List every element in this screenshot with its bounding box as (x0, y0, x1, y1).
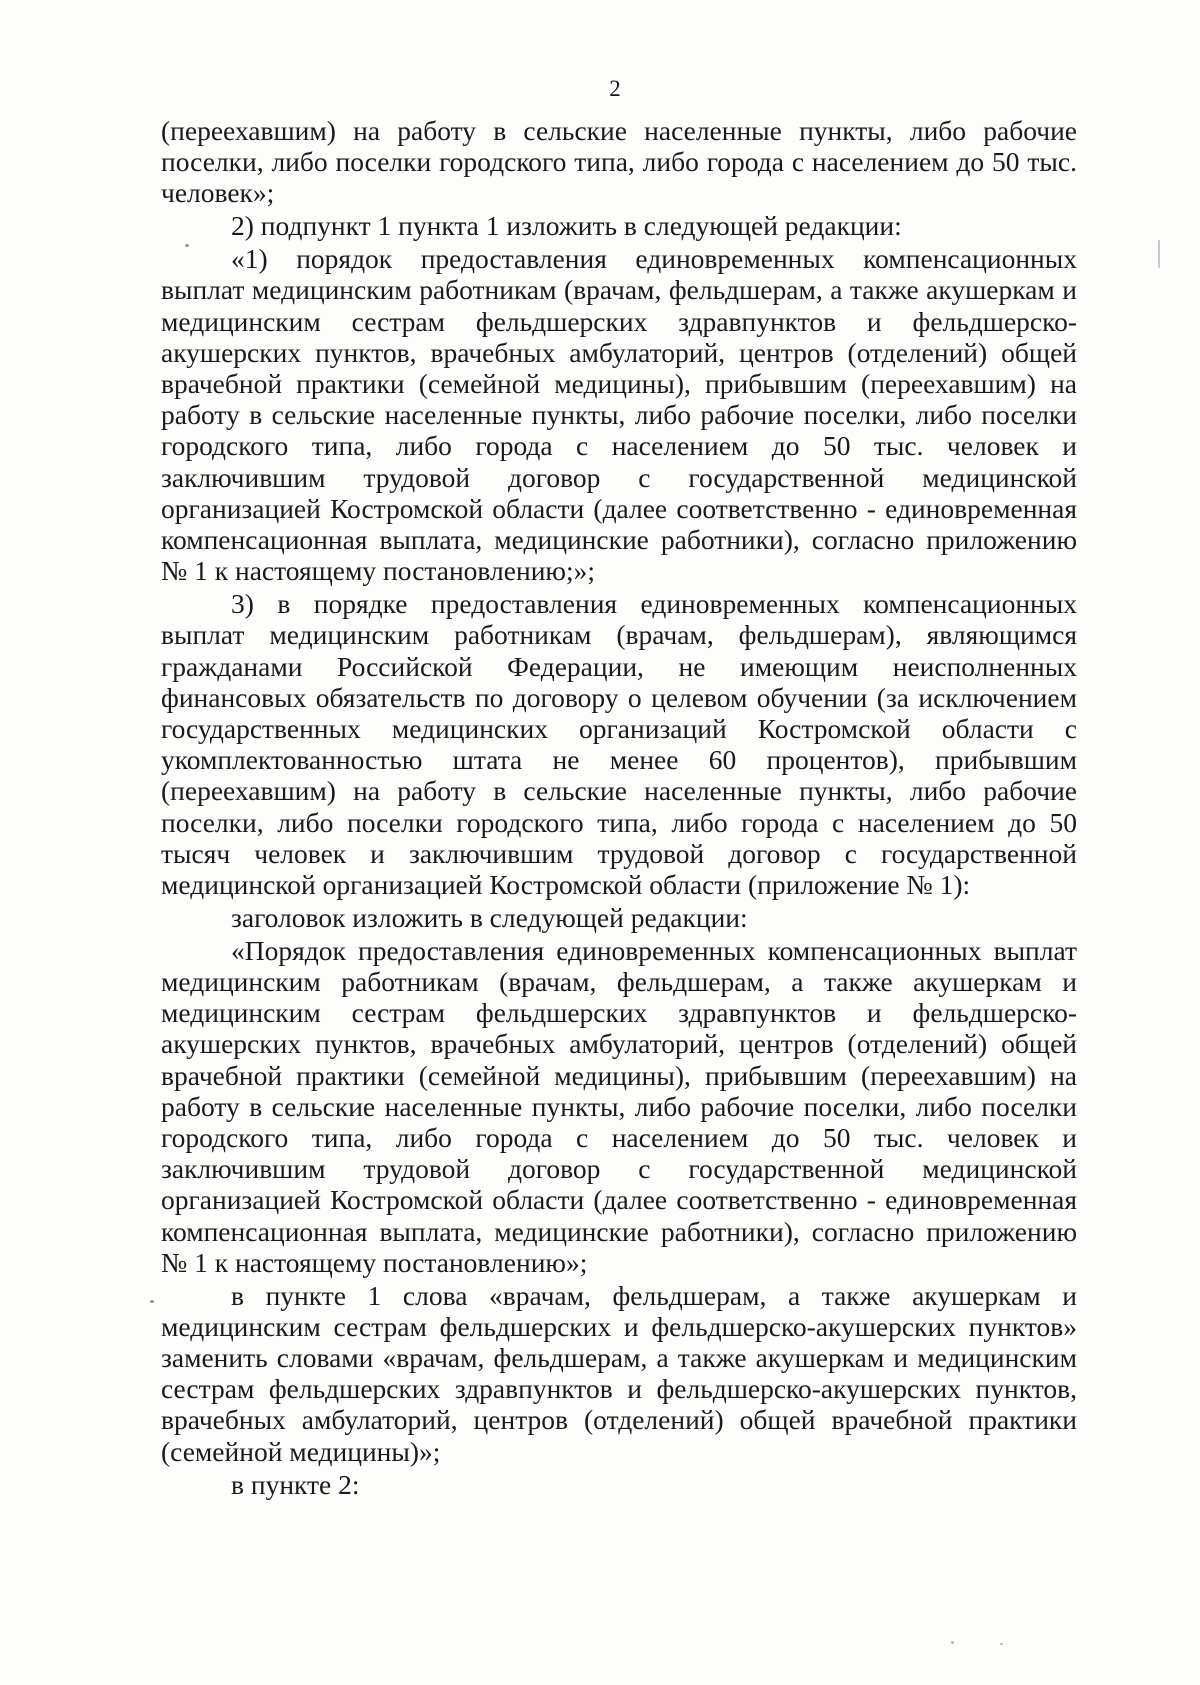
scan-speck (1158, 240, 1160, 268)
paragraph-quoted-title: «Порядок предоставления единовременных компенсационных выплат медицинским работникам (врачам, фельдшерам, а также акушеркам и медицинским сестрам фельдшерских здравпунктов и фельдшерско-акушерских пунктов, врачебных амбулаторий, центров (отделений) общей врачебной практики (семейной медицины), прибывшим (переехавшим) на работу в сельские населенные пункты, либо рабочие поселки, либо поселки городского типа, либо города с населением до 50 тыс. человек и заключившим трудовой договор с государственной медицинской организацией Костромской области (далее соответственно - единовременная компенсационная выплата, медицинские работники), согласно приложению № 1 к настоящему постановлению»; (161, 934, 1077, 1278)
document-body (161, 115, 1077, 1501)
paragraph-quoted-subitem-1: «1) порядок предоставления единовременных компенсационных выплат медицинским работникам (врачам, фельдшерам, а также акушеркам и медицинским сестрам фельдшерских здравпунктов и фельдшерско-акушерских пунктов, врачебных амбулаторий, центров (отделений) общей врачебной практики (семейной медицины), прибывшим (переехавшим) на работу в сельские населенные пункты, либо рабочие поселки, либо поселки городского типа, либо города с населением до 50 тыс. человек и заключившим трудовой договор с государственной медицинской организацией Костромской области (далее соответственно - единовременная компенсационная выплата, медицинские работники), согласно приложению № 1 к настоящему постановлению;»; (161, 243, 1077, 587)
paragraph-item-3: 3) в порядке предоставления единовременных компенсационных выплат медицинским работникам (врачам, фельдшерам), являющимся гражданами Российской Федерации, не имеющим неисполненных финансовых обязательств по договору о целевом обучении (за исключением государственных медицинских организаций Костромской области с укомплектованностью штата не менее 60 процентов), прибывшим (переехавшим) на работу в сельские населенные пункты, либо рабочие поселки, либо поселки городского типа, либо города с населением до 50 тысяч человек и заключившим трудовой договор с государственной медицинской организацией Костромской области (приложение № 1): (161, 588, 1077, 900)
page-number: 2 (609, 76, 621, 101)
scan-speck (1000, 1643, 1003, 1645)
paragraph-title-instruction: заголовок изложить в следующей редакции: (231, 901, 748, 933)
scan-speck (150, 1300, 154, 1303)
paragraph-point-2-intro: в пункте 2: (231, 1468, 360, 1500)
paragraph-continuation: (переехавшим) на работу в сельские населенные пункты, либо рабочие поселки, либо поселки городского типа, либо города с населением до 50 тыс. человек»; (161, 115, 1077, 209)
paragraph-item-2: 2) подпункт 1 пункта 1 изложить в следующей редакции: (231, 210, 902, 242)
scan-speck (951, 1641, 954, 1644)
paragraph-point-1-amendment: в пункте 1 слова «врачам, фельдшерам, а также акушеркам и медицинским сестрам фельдшерских и фельдшерско-акушерских пунктов» заменить словами «врачам, фельдшерам, а также акушеркам и медицинским сестрам фельдшерских здравпунктов и фельдшерско-акушерских пунктов, врачебных амбулаторий, центров (отделений) общей врачебной практики (семейной медицины)»; (161, 1279, 1077, 1467)
scan-speck (185, 244, 189, 247)
